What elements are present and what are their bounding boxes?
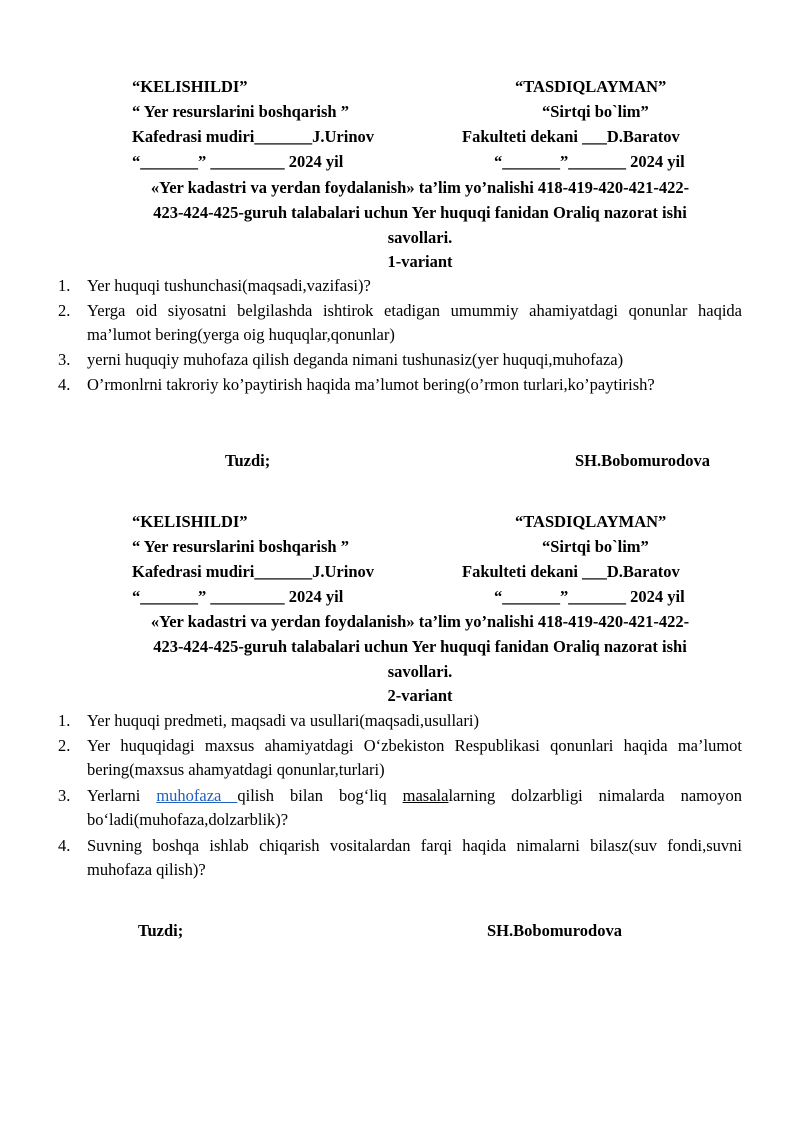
question-text: Yer huquqi predmeti, maqsadi va usullari(maqsadi,usullari)	[87, 711, 479, 730]
question-number: 2.	[58, 736, 71, 755]
document-heading-line-3: savollari.	[387, 662, 453, 681]
masala-underlined-word: masala	[402, 786, 449, 805]
question-number: 2.	[58, 301, 71, 320]
question-number: 3.	[58, 786, 71, 805]
question-text: Yerga oid siyosatni belgilashda ishtirok etadigan umummiy ahamiyatdagi qonunlar haqida ma’lumot bering(yerga oig huquqlar,qonunlar)	[87, 301, 742, 344]
head-of-department-signature: Kafedrasi mudiri_______J.Urinov	[132, 127, 374, 146]
question-text: Suvning boshqa ishlab chiqarish vositalardan farqi haqida nimalarni bilasz(suv fondi,suvni muhofaza qilish)?	[87, 836, 742, 879]
question-item	[58, 734, 742, 782]
variant-label: 1-variant	[387, 252, 453, 271]
question-text: Yer huquqi tushunchasi(maqsadi,vazifasi)?	[87, 276, 371, 295]
dean-signature: Fakulteti dekani ___D.Baratov	[462, 562, 680, 581]
document-heading-line-2: 423-424-425-guruh talabalari uchun Yer huquqi fanidan Oraliq nazorat ishi	[153, 637, 687, 656]
document-heading-line-1: «Yer kadastri va yerdan foydalanish» ta’lim yo’nalishi 418-419-420-421-422-	[150, 612, 690, 631]
question-number: 3.	[58, 350, 71, 369]
dean-signature: Fakulteti dekani ___D.Baratov	[462, 127, 680, 146]
question-item	[58, 299, 742, 347]
approve-title: “TASDIQLAYMAN”	[515, 512, 667, 531]
document-heading-line-1: «Yer kadastri va yerdan foydalanish» ta’lim yo’nalishi 418-419-420-421-422-	[150, 178, 690, 197]
question-number: 4.	[58, 836, 71, 855]
question-text: O’rmonlrni takroriy ko’paytirish haqida ma’lumot bering(o’rmon turlari,ko’paytirish?	[87, 375, 655, 394]
question-text: Yer huquqidagi maxsus ahamiyatdagi O‘zbekiston Respublikasi qonunlari haqida ma’lumot bering(maxsus ahamyatdagi qonunlar,turlari)	[87, 736, 742, 779]
question-text-part: qilish bilan bog‘liq	[237, 786, 403, 805]
muhofaza-link[interactable]: muhofaza	[156, 786, 238, 805]
section-name: “Sirtqi bo`lim”	[542, 537, 649, 556]
approve-title: “TASDIQLAYMAN”	[515, 77, 667, 96]
question-number: 1.	[58, 276, 71, 295]
department-name: “ Yer resurslarini boshqarish ”	[132, 537, 349, 556]
document-heading-line-2: 423-424-425-guruh talabalari uchun Yer huquqi fanidan Oraliq nazorat ishi	[153, 203, 687, 222]
agreed-title: “KELISHILDI”	[132, 77, 248, 96]
department-name: “ Yer resurslarini boshqarish ”	[132, 102, 349, 121]
head-of-department-signature: Kafedrasi mudiri_______J.Urinov	[132, 562, 374, 581]
question-text: yerni huquqiy muhofaza qilish deganda nimani tushunasiz(yer huquqi,muhofaza)	[87, 350, 624, 369]
question-item	[58, 373, 742, 397]
section-name: “Sirtqi bo`lim”	[542, 102, 649, 121]
question-number: 4.	[58, 375, 71, 394]
right-date-line: “_______”_______ 2024 yil	[494, 587, 685, 606]
question-text	[87, 784, 742, 832]
compiler-name: SH.Bobomurodova	[487, 921, 622, 940]
question-item	[58, 709, 742, 733]
question-text-part: larning dolzarbligi nimalarda namoyon bo‘ladi(muhofaza,dolzarblik)?	[87, 786, 742, 829]
document-heading-line-3: savollari.	[387, 228, 453, 247]
compiler-name: SH.Bobomurodova	[575, 451, 710, 470]
right-date-line: “_______”_______ 2024 yil	[494, 152, 685, 171]
left-date-line: “_______” _________ 2024 yil	[132, 152, 344, 171]
question-item	[58, 784, 742, 832]
compiled-by-label: Tuzdi;	[225, 451, 271, 470]
compiled-by-label: Tuzdi;	[138, 921, 184, 940]
question-item	[58, 834, 742, 882]
question-item	[58, 348, 742, 372]
question-item	[58, 274, 742, 298]
agreed-title: “KELISHILDI”	[132, 512, 248, 531]
question-text-part: Yerlarni	[87, 786, 157, 805]
question-number: 1.	[58, 711, 71, 730]
left-date-line: “_______” _________ 2024 yil	[132, 587, 344, 606]
variant-label: 2-variant	[387, 686, 453, 705]
